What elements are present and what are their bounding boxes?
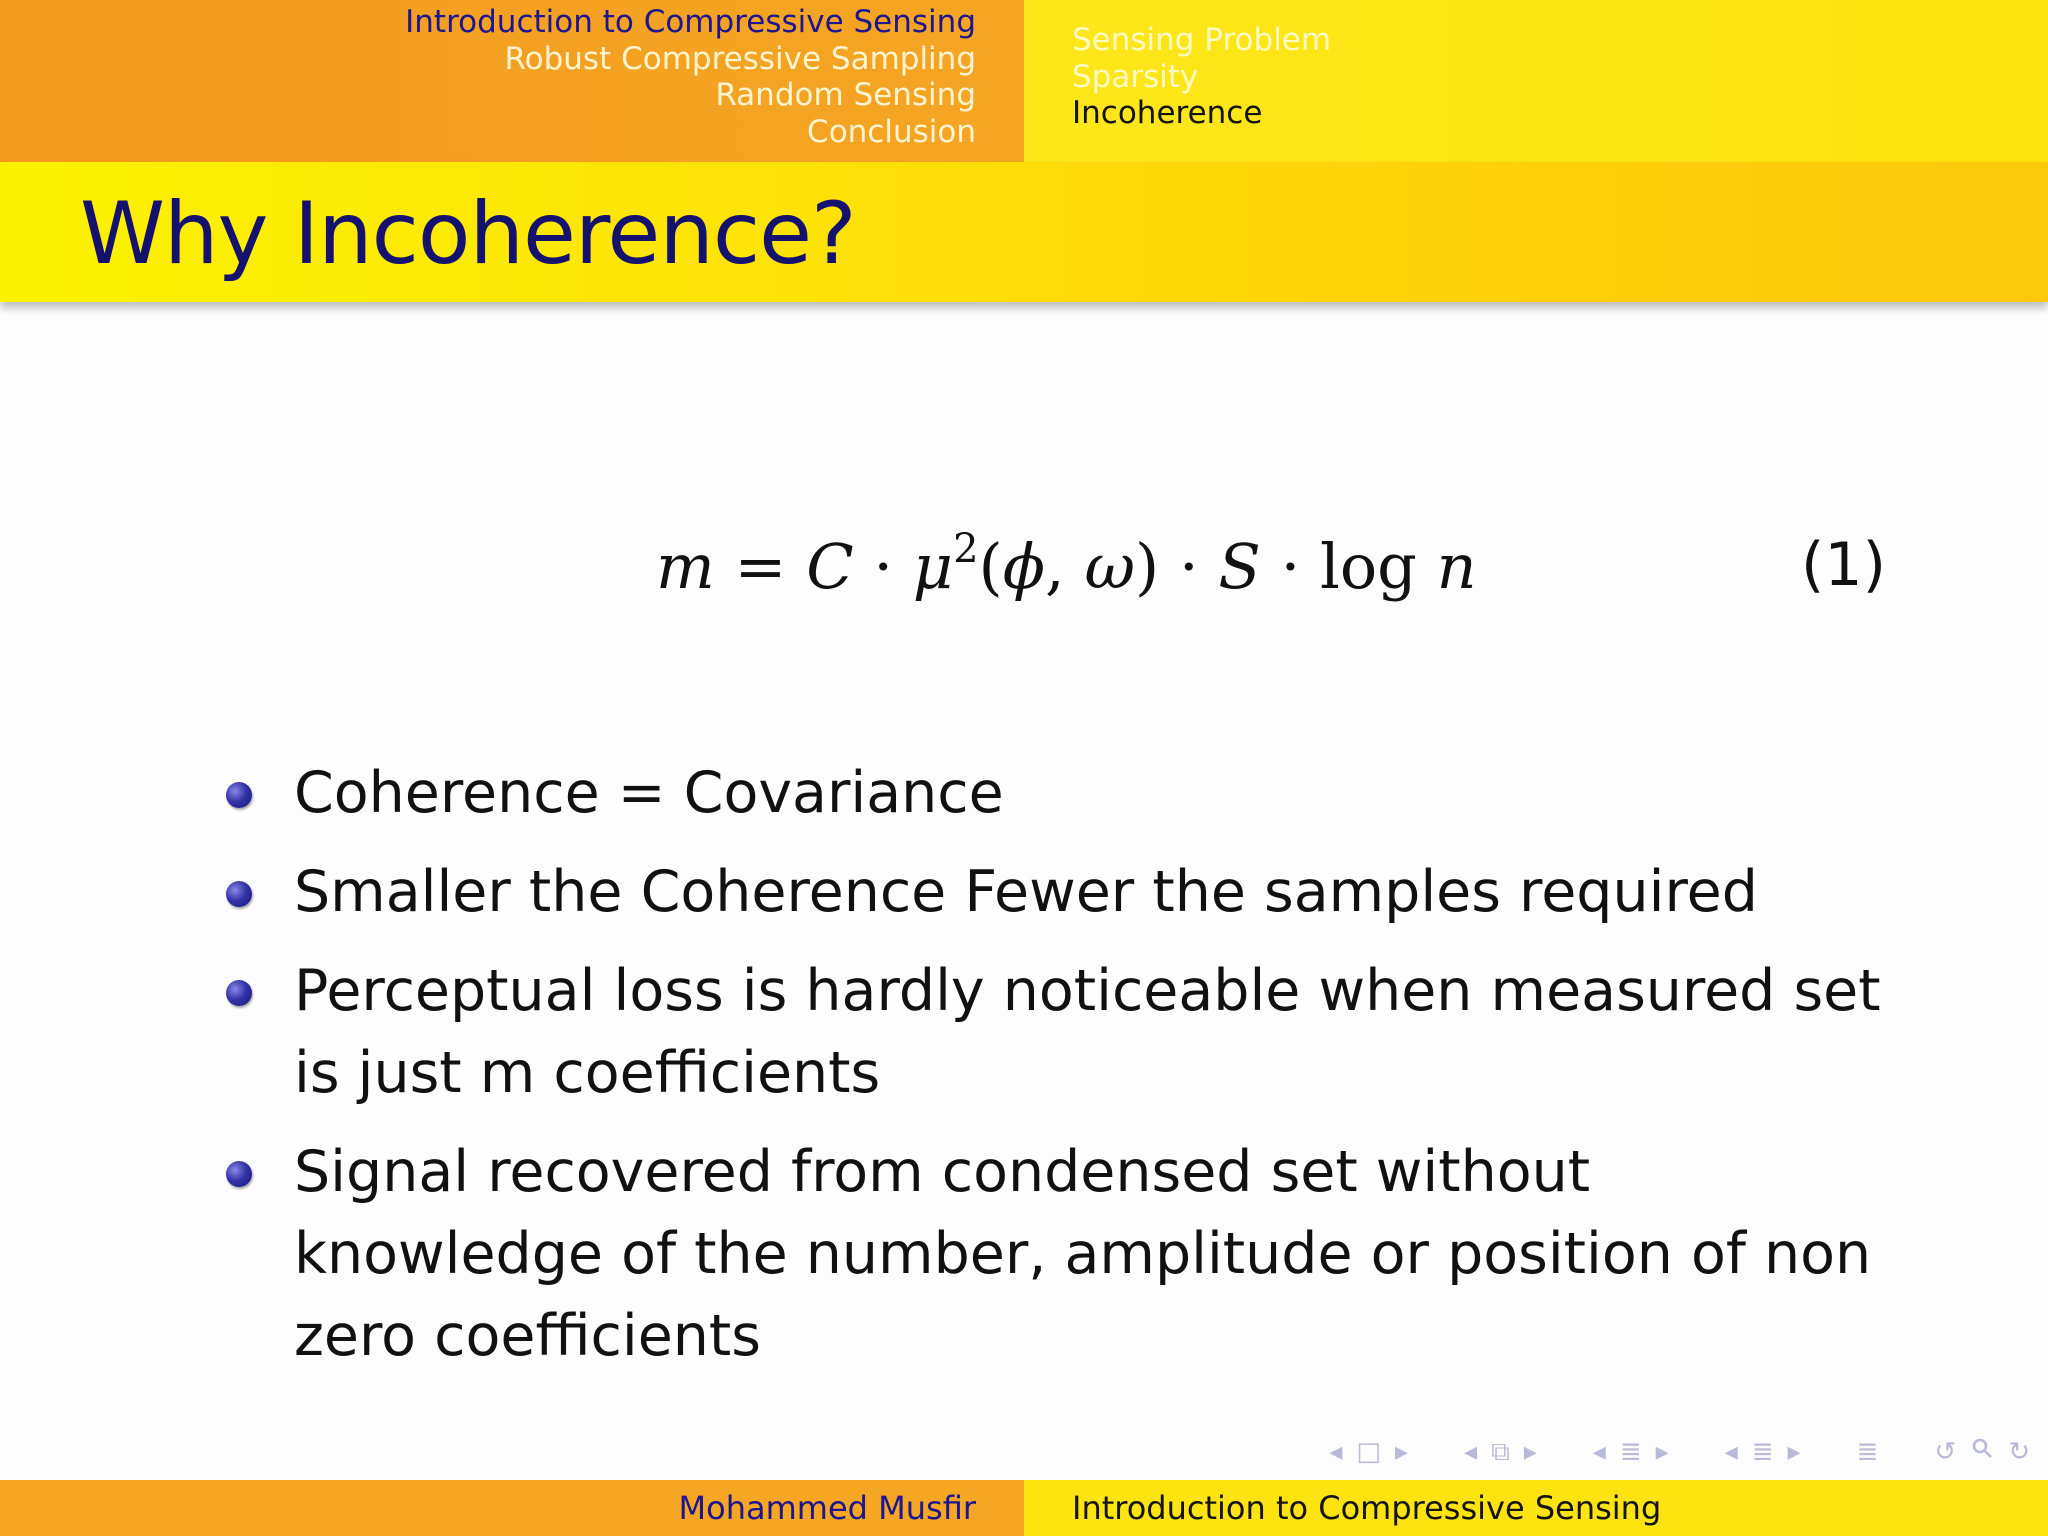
- section-navigation: [0, 0, 1024, 162]
- footer-author: [0, 1480, 1024, 1536]
- nav-section-intro[interactable]: Introduction to Compressive Sensing: [405, 4, 976, 40]
- navigation-symbols: [1329, 1434, 2030, 1470]
- eq-dot-2: ·: [1178, 530, 1199, 603]
- bullet-item: [220, 950, 1900, 1114]
- bullet-item: [220, 851, 1900, 933]
- equation: [0, 526, 2048, 630]
- zoom-search-icon[interactable]: [1970, 1434, 1994, 1470]
- bullet-text: Perceptual loss is hardly noticeable when measured set is just m coefficients: [294, 958, 1881, 1106]
- eq-n: n: [1436, 530, 1477, 603]
- eq-close-paren: ): [1135, 530, 1160, 603]
- align-icon[interactable]: ≣: [1856, 1437, 1879, 1467]
- eq-c: C: [806, 530, 854, 603]
- bullet-ball-icon: [226, 782, 252, 808]
- eq-equals: =: [734, 530, 787, 603]
- author-name: Mohammed Musfir: [678, 1489, 976, 1527]
- nav-subsection-sensing-problem[interactable]: Sensing Problem: [1072, 22, 1332, 58]
- footer-title: [1024, 1480, 2048, 1536]
- frame-title-bar: [0, 162, 2048, 302]
- forward-search-icon[interactable]: ↻: [2008, 1437, 2030, 1467]
- document-icon[interactable]: ≣: [1751, 1437, 1774, 1467]
- eq-m: m: [656, 530, 715, 603]
- subsection-navigation: [1024, 0, 2048, 162]
- back-search-icon[interactable]: ↺: [1934, 1437, 1957, 1467]
- nav-section-robust[interactable]: Robust Compressive Sampling: [504, 40, 976, 77]
- nav-subsection-sparsity[interactable]: Sparsity: [1072, 58, 1199, 95]
- section-icon[interactable]: ≣: [1619, 1437, 1642, 1467]
- bullet-text: Signal recovered from condensed set without knowledge of the number, amplitude or position of non zero coefficients: [294, 1139, 1872, 1369]
- nav-section-conclusion[interactable]: Conclusion: [807, 113, 976, 150]
- equation-number: (1): [1801, 530, 1886, 600]
- short-title: Introduction to Compressive Sensing: [1072, 1489, 1662, 1527]
- next-frame-arrow-icon[interactable]: ▸: [1395, 1437, 1409, 1467]
- next-subsection-arrow-icon[interactable]: ▸: [1523, 1437, 1537, 1467]
- eq-log: log: [1320, 530, 1417, 603]
- bullet-list: [220, 752, 1900, 1394]
- subsection-icon[interactable]: ⧉: [1491, 1437, 1510, 1467]
- eq-s: S: [1218, 530, 1261, 603]
- prev-section-arrow-icon[interactable]: ◂: [1592, 1437, 1606, 1467]
- bullet-ball-icon: [226, 881, 252, 907]
- bullet-item: [220, 1131, 1900, 1377]
- bullet-ball-icon: [226, 1161, 252, 1187]
- nav-section-random[interactable]: Random Sensing: [715, 77, 976, 113]
- prev-subsection-arrow-icon[interactable]: ◂: [1464, 1437, 1478, 1467]
- eq-mu: μ: [912, 530, 954, 603]
- eq-omega: ω: [1084, 530, 1136, 603]
- bullet-item: [220, 752, 1900, 834]
- next-document-arrow-icon[interactable]: ▸: [1787, 1437, 1801, 1467]
- bullet-ball-icon: [226, 980, 252, 1006]
- nav-subsection-incoherence[interactable]: Incoherence: [1072, 95, 1263, 131]
- eq-phi: ϕ: [1002, 530, 1046, 603]
- eq-open-paren: (: [978, 530, 1003, 603]
- prev-document-arrow-icon[interactable]: ◂: [1724, 1437, 1738, 1467]
- bullet-text: Coherence = Covariance: [294, 760, 1004, 826]
- frame-icon[interactable]: □: [1356, 1437, 1381, 1467]
- magnifier-icon: [1970, 1436, 1994, 1460]
- slide-title: Why Incoherence?: [80, 184, 856, 284]
- equation-body: [656, 526, 1477, 603]
- prev-frame-arrow-icon[interactable]: ◂: [1329, 1437, 1343, 1467]
- eq-dot-1: ·: [873, 530, 894, 603]
- bullet-text: Smaller the Coherence Fewer the samples required: [294, 859, 1758, 925]
- eq-dot-3: ·: [1280, 530, 1301, 603]
- eq-comma: ,: [1045, 530, 1065, 603]
- eq-power: 2: [953, 526, 979, 572]
- next-section-arrow-icon[interactable]: ▸: [1655, 1437, 1669, 1467]
